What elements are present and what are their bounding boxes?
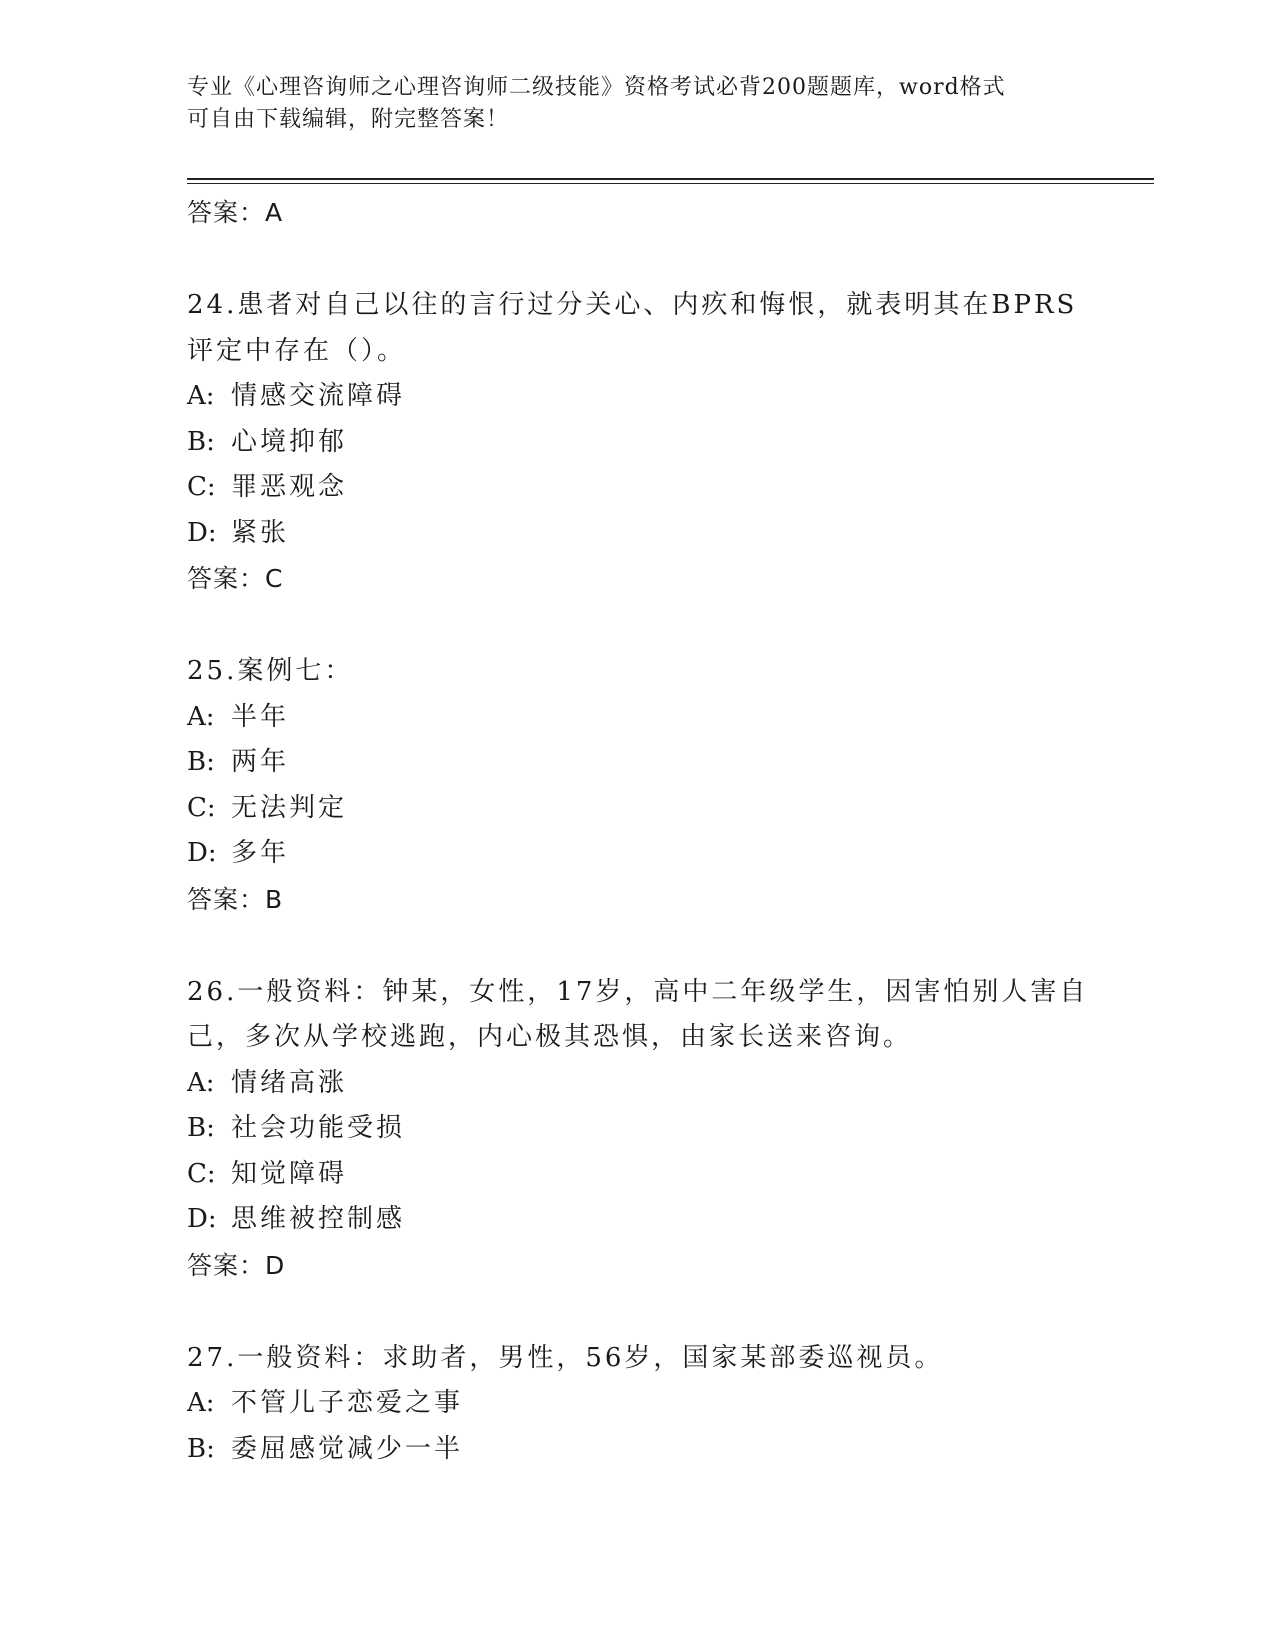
option-text: 社会功能受损 [231, 1113, 406, 1143]
question-stem-line: 评定中存在（）。 [187, 335, 407, 366]
header-rule-thick [187, 178, 1154, 180]
question-block [187, 283, 1087, 602]
option-letter: B: [187, 747, 215, 777]
answer-option [187, 374, 1087, 420]
option-letter: A: [187, 1388, 215, 1418]
option-letter: B: [187, 1433, 215, 1464]
answer-option [187, 465, 1087, 511]
option-text: 情绪高涨 [231, 1067, 348, 1098]
header-title-line-2: 可自由下载编辑，附完整答案！ [187, 107, 510, 132]
question-answer: 答案：B [187, 884, 284, 914]
answer-option [187, 1197, 1087, 1243]
option-letter: C: [187, 472, 216, 502]
option-text: 不管儿子恋爱之事 [231, 1388, 464, 1418]
answer-option [187, 1427, 1087, 1473]
option-letter: A: [187, 381, 215, 411]
header-rule-thin [187, 183, 1154, 184]
document-header [187, 72, 1067, 136]
answer-option [187, 1061, 1087, 1107]
option-text: 紧张 [231, 517, 290, 548]
option-text: 半年 [231, 701, 290, 732]
answer-option [187, 420, 1087, 466]
option-letter: B: [187, 1113, 215, 1143]
answer-option [187, 1152, 1087, 1198]
answer-option [187, 1381, 1087, 1427]
question-list [187, 190, 1087, 1472]
option-text: 情感交流障碍 [231, 381, 406, 411]
option-letter: C: [187, 1158, 216, 1189]
answer-option [187, 695, 1087, 741]
question-stem-line: 26.一般资料：钟某，女性，17岁，高中二年级学生，因害怕别人害自 [187, 976, 1089, 1007]
answer-option [187, 511, 1087, 557]
option-text: 心境抑郁 [231, 426, 348, 457]
option-text: 无法判定 [231, 792, 348, 823]
option-text: 多年 [231, 838, 290, 868]
question-block [187, 970, 1087, 1289]
option-text: 两年 [231, 747, 290, 777]
question-stem-line: 25.案例七： [187, 656, 354, 686]
answer-option [187, 786, 1087, 832]
option-text: 罪恶观念 [231, 472, 348, 502]
option-letter: D: [187, 838, 217, 868]
option-letter: A: [187, 701, 215, 732]
option-letter: B: [187, 426, 215, 457]
option-letter: A: [187, 1067, 215, 1098]
question-stem-line: 己，多次从学校逃跑，内心极其恐惧，由家长送来咨询。 [187, 1022, 913, 1052]
answer-option [187, 740, 1087, 786]
question-answer: 答案：D [187, 1250, 286, 1280]
header-title-line-1: 专业《心理咨询师之心理咨询师二级技能》资格考试必背200题题库，word格式 [187, 75, 1006, 100]
question-block [187, 1336, 1087, 1473]
answer-option [187, 1106, 1087, 1152]
option-letter: D: [187, 517, 217, 548]
question-stem-line: 27.一般资料：求助者，男性，56岁，国家某部委巡视员。 [187, 1342, 944, 1373]
question-stem-line: 24.患者对自己以往的言行过分关心、内疚和悔恨，就表明其在BPRS [187, 290, 1078, 320]
question-block [187, 649, 1087, 923]
option-letter: C: [187, 792, 216, 823]
option-letter: D: [187, 1204, 217, 1234]
question-answer: 答案：C [187, 564, 284, 593]
answer-option [187, 831, 1087, 877]
option-text: 思维被控制感 [231, 1204, 406, 1234]
option-text: 委屈感觉减少一半 [231, 1433, 464, 1464]
previous-answer: 答案：A [187, 198, 284, 227]
option-text: 知觉障碍 [231, 1158, 348, 1189]
